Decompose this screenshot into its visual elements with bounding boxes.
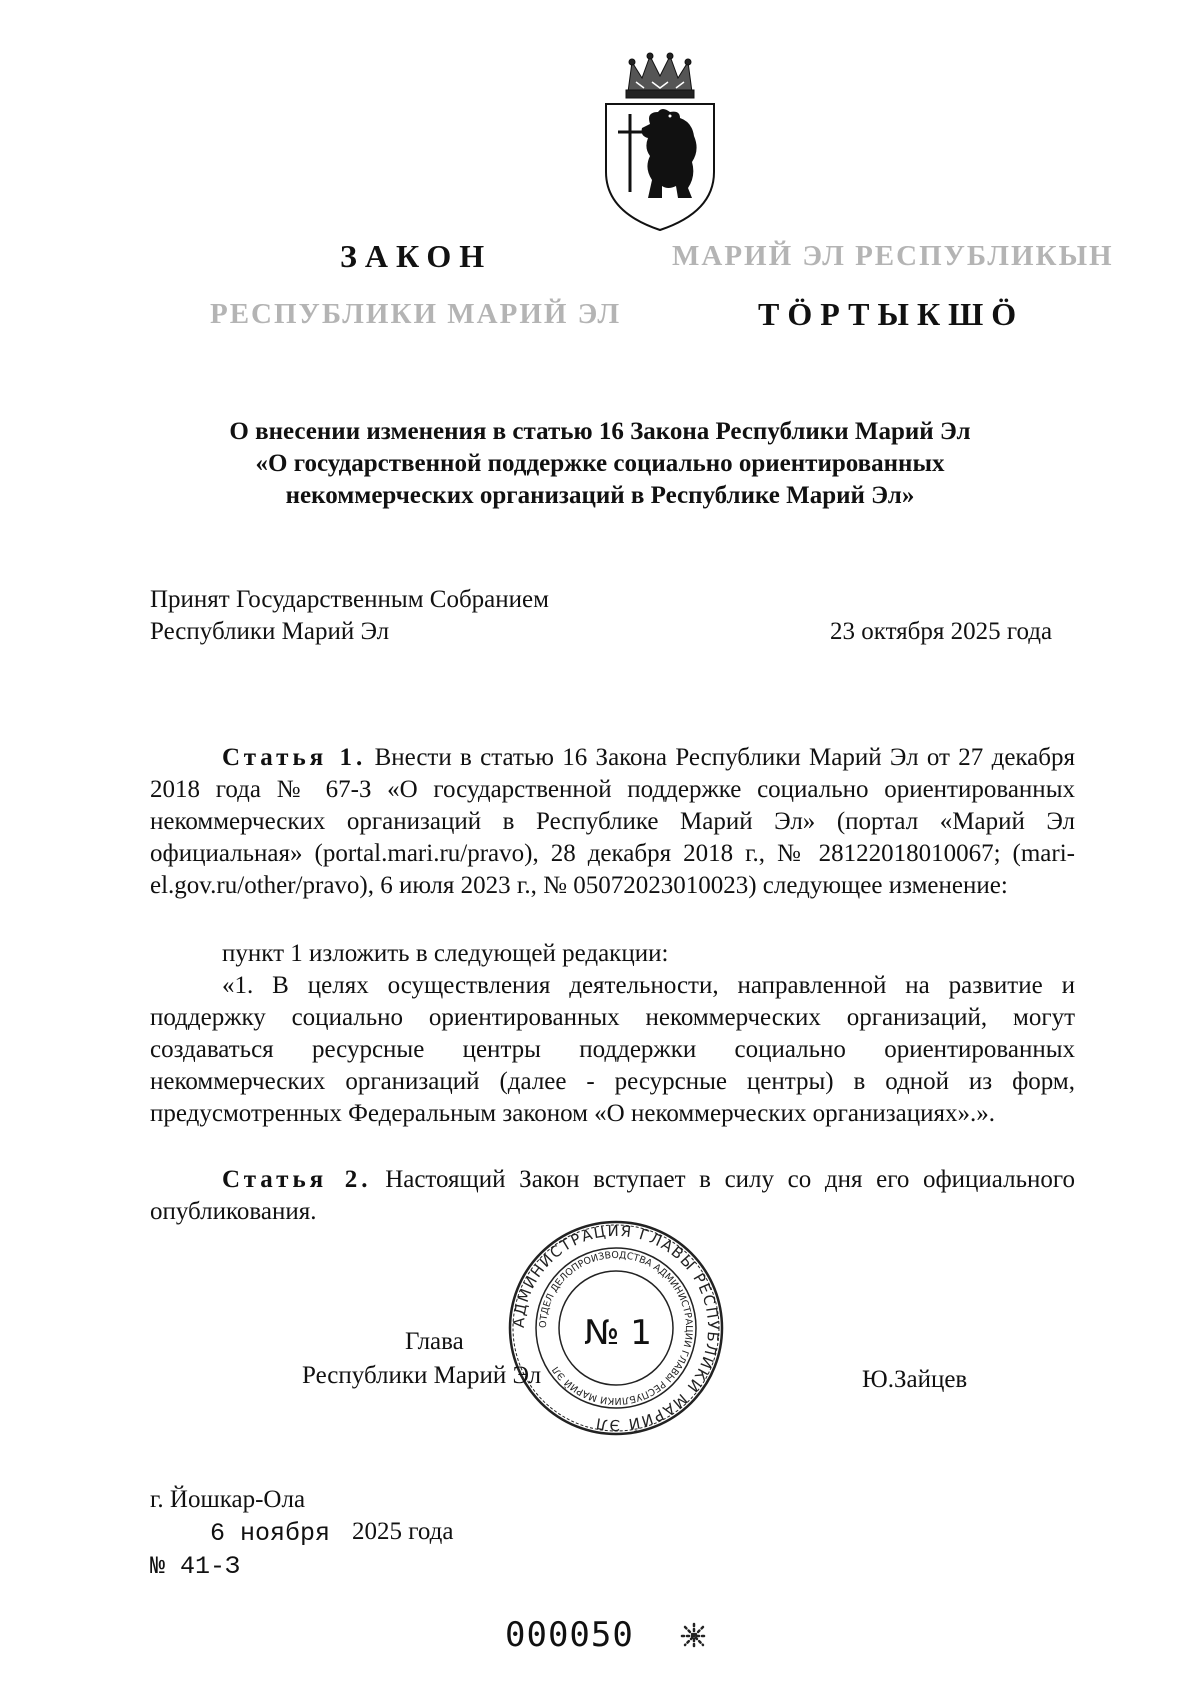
signatory-position-line1: Глава [405, 1328, 464, 1355]
seal-number: № 1 [584, 1313, 652, 1353]
article-1-quote: «1. В целях осуществления деятельности, направленной на развитие и поддержку социально ориентированных некоммерческих организаций, могут создаваться ресурсные центры поддержки социально ориентированных некоммерческих организаций (далее - ресурсные центры) в одной из форм, предусмотренных Федеральным законом «О некоммерческих организациях».». [150, 972, 1075, 1127]
signing-date-year: 2025 года [352, 1518, 454, 1545]
city: г. Йошкар-Ола [150, 1486, 306, 1513]
law-title-ru: ЗАКОН [340, 238, 493, 274]
official-seal [506, 1218, 726, 1438]
article-2-text: Настоящий Закон вступает в силу со дня его официального опубликования. [150, 1166, 1075, 1225]
adopted-line1: Принят Государственным Собранием [150, 586, 549, 613]
title-line: некоммерческих организаций в Республике Марий Эл» [285, 482, 915, 509]
signing-date-day: 6 ноября [210, 1519, 331, 1548]
article-1-label: Статья 1. [222, 744, 367, 771]
republic-name-ru: РЕСПУБЛИКИ МАРИЙ ЭЛ [210, 298, 622, 330]
article-2-label: Статья 2. [222, 1166, 372, 1193]
article-1 [150, 742, 1075, 902]
signatory-position-line2: Республики Марий Эл [302, 1362, 542, 1389]
coat-of-arms [600, 52, 720, 232]
seal-inner-text: ОТДЕЛ ДЕЛОПРОИЗВОДСТВА АДМИНИСТРАЦИИ ГЛАВЫ РЕСПУБЛИКИ МАРИЙ ЭЛ [537, 1249, 695, 1407]
seal-outer-text: АДМИНИСТРАЦИЯ ГЛАВЫ РЕСПУБЛИКИ МАРИЙ ЭЛ [509, 1221, 723, 1435]
title-line: О внесении изменения в статью 16 Закона Республики Марий Эл [229, 418, 971, 445]
adopted-date: 23 октября 2025 года [830, 618, 1053, 645]
title-line: «О государственной поддержке социально ориентированных [255, 450, 945, 477]
republic-name-mari: МАРИЙ ЭЛ РЕСПУБЛИКЫН [672, 240, 1114, 272]
registration-number: 000050 [505, 1615, 634, 1655]
article-1-item-intro: пункт 1 изложить в следующей редакции: [222, 940, 669, 967]
law-title-mari: ТӦРТЫКШӦ [758, 296, 1025, 332]
crown-icon [626, 53, 694, 98]
adopted-line2: Республики Марий Эл [150, 618, 390, 645]
asterisk-mark-icon [680, 1622, 708, 1650]
law-number: № 41-З [150, 1552, 241, 1581]
article-1-text: Внести в статью 16 Закона Республики Марий Эл от 27 декабря 2018 года № 67-З «О государственной поддержке социально ориентированных некоммерческих организаций в Республике Марий Эл» (портал «Марий Эл официальная» (portal.mari.ru/pravo), 28 декабря 2018 г., № 28122018010067; (mari-el.gov.ru/other/pravo), 6 июля 2023 г., № 05072023010023) следующее изменение: [150, 744, 1075, 899]
signatory-name: Ю.Зайцев [862, 1366, 968, 1393]
law-title [140, 416, 1060, 512]
